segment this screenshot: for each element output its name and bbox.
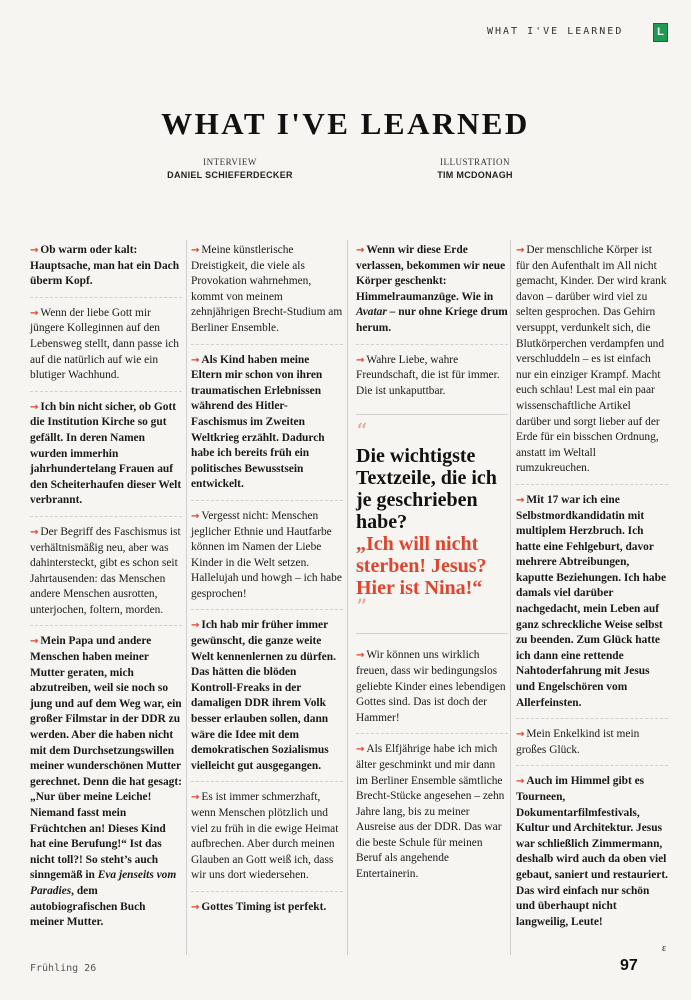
- title-reference: Avatar: [356, 306, 387, 319]
- answer-item: [30, 525, 182, 627]
- answer-item: [356, 742, 508, 889]
- page-number: 97: [620, 957, 638, 974]
- section-badge: L: [653, 23, 668, 42]
- arrow-right-icon: →: [30, 526, 39, 538]
- credit-role: INTERVIEW: [203, 157, 257, 167]
- answer-text: Ich bin nicht sicher, ob Gott die Institution Kirche so gut gefällt. In deren Namen wurden immerhin jahrhundertelang Frauen auf den Scheiterhaufen dieser Welt verbrannt.: [30, 400, 182, 507]
- arrow-right-icon: →: [516, 245, 525, 256]
- answer-item: [191, 353, 343, 501]
- arrow-right-icon: →: [516, 776, 525, 788]
- answer-text: Mein Papa und andere Menschen haben meiner Mutter geraten, mich abzutreiben, weil sie noch so jung und auf dem Weg war, ein großer Filmstar in der DDR zu werden. Aber die haben nicht mit dem Durchsetzungswillen meiner wunderschönen Mutter gerechnet. Denn die hat gesagt: „Nur über meine Leiche! Niemand fasst mein Früchtchen an! Dieses Kind hat eine Berufung!“ Ist das nicht toll?! So steht’s auch sinngemäß in: [30, 635, 182, 882]
- answer-text: Gottes Timing ist perfekt.: [201, 900, 327, 913]
- title-reference: Eva jenseits vom Paradies: [30, 869, 177, 897]
- answer-text: Es ist immer schmerzhaft, wenn Menschen plötzlich und viel zu früh in die ewige Heimat aufbrechen. Aber durch meinen Glauben an Gott weiß ich, dass wir uns dort wiedersehen.: [191, 791, 339, 882]
- column-1: [30, 243, 182, 946]
- column-3: [356, 243, 508, 898]
- issue-label: Frühling 26: [30, 963, 97, 974]
- column-divider: [347, 240, 348, 955]
- arrow-right-icon: →: [516, 494, 525, 506]
- answer-text: Wir können uns wirklich freuen, dass wir bedingungslos geliebte Kinder eines lebendigen Gottes sind. Das ist doch der Hammer!: [356, 649, 506, 724]
- answer-item: [516, 774, 668, 937]
- answer-item: [191, 900, 343, 923]
- answer-item: [356, 243, 508, 345]
- answer-item: [516, 493, 668, 719]
- answer-item: [30, 306, 182, 392]
- answer-text: Der Begriff des Faschismus ist verhältnismäßig neu, aber was dahintersteckt, gibt es schon seit Jahrtausenden: das Menschen andere Menschen ausrotten, unterjochen, foltern, morden.: [30, 525, 181, 616]
- answer-text: Mit 17 war ich eine Selbstmordkandidatin mit multiplem Herzbruch. Ich hatte eine Fehlgeburt, davor mehrere Abtreibungen, kaputte Beziehungen. Ich habe damals viel darüber nachgedacht, mein Leben auf ganz schreckliche Weise selbst zu beenden. Zum Glück hatte ich dann eine rettende Nahtoderfahrung mit Jesus und Engelschören vom Allerfeinsten.: [516, 493, 666, 709]
- arrow-right-icon: →: [516, 729, 525, 741]
- answer-item: [191, 509, 343, 611]
- pull-quote-question: Die wichtigste Textzeile, die ich je geschrieben habe?: [356, 445, 497, 534]
- arrow-right-icon: →: [191, 510, 200, 522]
- answer-item: [356, 353, 508, 407]
- arrow-right-icon: →: [191, 901, 200, 913]
- answer-text: Wenn der liebe Gott mir jüngere Kolleginnen auf den Lebensweg stellt, dann passe ich auf die natürlich auf wie ein blutiger Wachhund.: [30, 306, 179, 382]
- answer-item: [30, 400, 182, 517]
- answer-text-tail: , dem autobiografischen Buch meiner Mutter.: [30, 884, 146, 929]
- answer-item: [516, 243, 668, 485]
- credit-illustration: [405, 156, 545, 182]
- credit-name: TIM MCDONAGH: [437, 170, 513, 180]
- answer-text: Ich hab mir früher immer gewünscht, die ganze weite Welt kennenlernen zu dürfen. Das hätten die blöden Kontroll-Freaks in der damaligen DDR ihrem Volk besser erlauben sollen, dann wäre die Idee mit dem demokratischen Sozialismus vielleicht gut ausgegangen.: [191, 619, 336, 772]
- open-quote-icon: “: [356, 420, 368, 446]
- answer-text: Als Kind haben meine Eltern mir schon von ihren traumatischen Erlebnissen während des Hitler-Faschismus im Zweiten Weltkrieg erzählt. Dadurch habe ich bereits früh ein politisches Bewusstsein entwickelt.: [191, 353, 325, 491]
- arrow-right-icon: →: [191, 245, 200, 256]
- close-quote-icon: ”: [356, 596, 368, 622]
- answer-item: [191, 243, 343, 345]
- credit-name: DANIEL SCHIEFERDECKER: [167, 170, 293, 180]
- arrow-right-icon: →: [191, 620, 200, 632]
- arrow-right-icon: →: [30, 636, 39, 648]
- answer-item: [30, 243, 182, 298]
- answer-text: Auch im Himmel gibt es Tourneen, Dokumentarfilmfestivals, Kultur und Architektur. Jesus war schließlich Zimmermann, deshalb wird auch da oben viel gebaut, saniert und restauriert. Das wird einfach nur schön und überhaupt nicht langweilig, Leute!: [516, 775, 668, 928]
- credit-role: ILLUSTRATION: [440, 157, 510, 167]
- column-divider: [510, 240, 511, 955]
- arrow-right-icon: →: [356, 744, 365, 756]
- arrow-right-icon: →: [30, 307, 39, 319]
- column-3-bottom: [356, 648, 508, 889]
- arrow-right-icon: →: [356, 354, 365, 366]
- answer-text: Meine künstlerische Dreistigkeit, die viele als Provokation wahrnehmen, kommt von meinem zehnjährigen Brecht-Studium am Berliner Ensemble.: [191, 244, 343, 334]
- answer-text: Wenn wir diese Erde verlassen, bekommen wir neue Körper geschenkt: Himmelraumanzüge. Wie in: [356, 244, 506, 303]
- answer-text: Vergesst nicht: Menschen jeglicher Ethnie und Hautfarbe können im Namen der Liebe Kinder in die Welt setzen. Hallelujah und howgh – ich habe gesprochen!: [191, 509, 342, 600]
- credit-interview: [160, 156, 300, 182]
- pull-quote: [356, 414, 508, 634]
- arrow-right-icon: →: [356, 650, 365, 662]
- arrow-right-icon: →: [356, 245, 365, 256]
- answer-text-tail: – nur ohne Kriege drum herum.: [356, 306, 508, 334]
- column-2: [191, 243, 343, 931]
- answer-text: Ob warm oder kalt: Hauptsache, man hat ein Dach überm Kopf.: [30, 244, 180, 288]
- end-mark-icon: ɛ: [662, 943, 667, 954]
- page-title: WHAT I'VE LEARNED: [161, 106, 530, 141]
- answer-text: Mein Enkelkind ist mein großes Glück.: [516, 728, 640, 756]
- answer-text: Als Elfjährige habe ich mich älter geschminkt und mir dann im Berliner Ensemble sämtliche Brecht-Stücke angesehen – zehn Jahre lang, bis zu meiner Ausreise aus der DDR. Das war die beste Schule für meinen Beruf als angehende Entertainerin.: [356, 743, 505, 881]
- answer-text: Wahre Liebe, wahre Freundschaft, die ist für immer. Die ist unkaputtbar.: [356, 353, 500, 397]
- answer-item: [191, 618, 343, 782]
- answer-item: [516, 727, 668, 766]
- arrow-right-icon: →: [191, 354, 200, 366]
- answer-item: [356, 648, 508, 734]
- arrow-right-icon: →: [191, 792, 200, 804]
- section-kicker: WHAT I'VE LEARNED: [487, 26, 624, 37]
- arrow-right-icon: →: [30, 401, 39, 413]
- column-divider: [186, 240, 187, 955]
- column-4: [516, 243, 668, 945]
- pull-quote-answer: „Ich will nicht sterben! Jesus? Hier ist Nina!“: [356, 533, 487, 600]
- answer-item: [30, 634, 182, 937]
- answer-text: Der menschliche Körper ist für den Aufenthalt im All nicht gemacht, Kinder. Der wird krank davon – darüber wird viel zu selten gesprochen. Das Gehirn versuppt, verdunkelt sich, die Blutkörperchen verdampfen und verschluddeln – es ist einfach nur ein einziger Krampf. Macht euch schlau! Lest mal ein paar wissenschaftliche Artikel darüber und sorgt lieber auf der Erde für ein bisschen Ordnung, anstatt im Weltall rumzukreuchen.: [516, 244, 667, 475]
- column-3-top: [356, 243, 508, 406]
- arrow-right-icon: →: [30, 245, 39, 256]
- answer-item: [191, 790, 343, 892]
